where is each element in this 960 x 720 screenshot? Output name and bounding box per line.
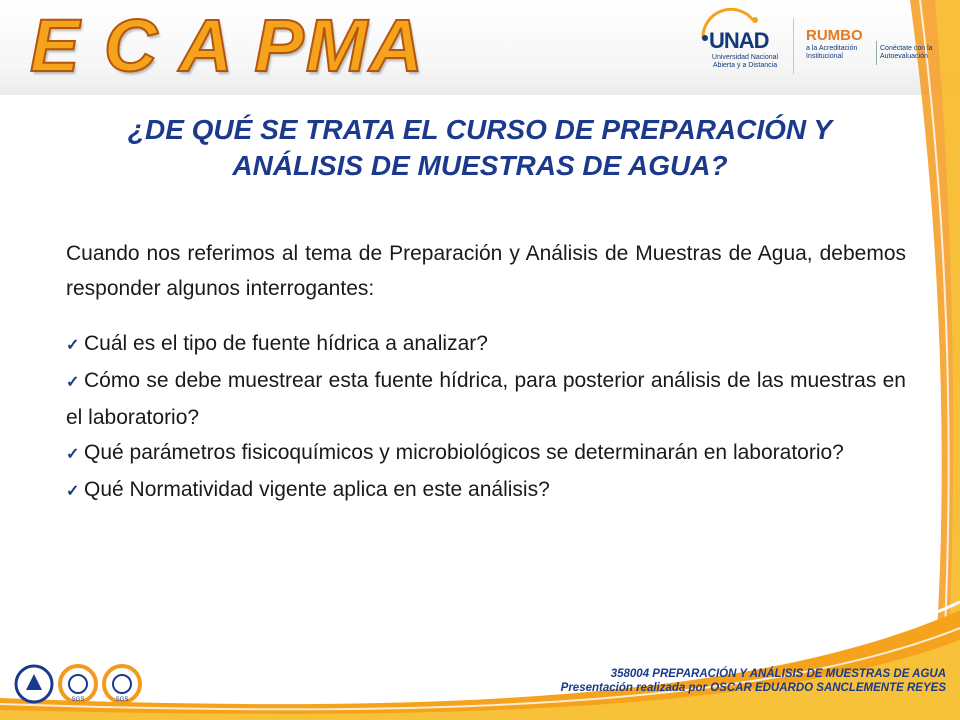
intro-paragraph: Cuando nos referimos al tema de Preparación y Análisis de Muestras de Agua, debemos responder algunos interrogantes: (66, 242, 906, 300)
rumbo-line4: Autoevaluación (880, 53, 928, 60)
unad-wordmark: UNAD (709, 28, 769, 53)
bullet-text: Cuál es el tipo de fuente hídrica a analizar? (84, 332, 488, 355)
bullet-text: Qué parámetros fisicoquímicos y microbiológicos se determinarán en laboratorio? (84, 441, 844, 464)
bullet-text: Qué Normatividad vigente aplica en este análisis? (84, 478, 550, 501)
checkmark-icon: ✓ (66, 337, 80, 354)
sgs-certification-icon (102, 664, 142, 704)
bullet-text: Cómo se debe muestrear esta fuente hídrica, para posterior análisis de las muestras en el laboratorio? (66, 369, 906, 429)
checkmark-icon: ✓ (66, 446, 80, 463)
svg-text:SGS: SGS (115, 697, 129, 703)
title-line1: ¿DE QUÉ SE TRATA EL CURSO DE PREPARACIÓN Y (127, 114, 833, 145)
rumbo-divider (876, 41, 877, 65)
footer-author: Presentación realizada por OSCAR EDUARDO SANCLEMENTE REYES (560, 682, 946, 694)
list-item (66, 472, 906, 509)
checkmark-icon: ✓ (66, 374, 80, 391)
unad-subtitle-line1: Universidad Nacional (711, 54, 779, 61)
bottom-swoosh-decoration (0, 580, 960, 720)
logo-divider (793, 18, 794, 74)
unad-subtitle-line2: Abierta y a Distancia (712, 62, 778, 69)
sgs-certification-icon (58, 664, 98, 704)
checkmark-icon: ✓ (66, 483, 80, 500)
svg-text:SGS: SGS (71, 697, 85, 703)
list-item (66, 435, 906, 472)
footer-logos (14, 664, 144, 708)
course-acronym: E C A PMA (30, 4, 425, 87)
title-line2: ANÁLISIS DE MUESTRAS DE AGUA? (232, 150, 728, 181)
footer-course: 358004 PREPARACIÓN Y ANÁLISIS DE MUESTRAS DE AGUA (610, 668, 946, 680)
rumbo-logo (800, 15, 950, 75)
slide-body (66, 236, 906, 509)
slide-title (20, 112, 940, 184)
colombia-seal-icon (14, 664, 54, 704)
list-item (66, 326, 906, 363)
list-item (66, 363, 906, 435)
rumbo-line1: a la Acreditación (806, 45, 858, 52)
rumbo-line3: Conéctate con la (880, 45, 933, 52)
unad-logo (693, 8, 788, 78)
footer-text (561, 667, 946, 695)
rumbo-wordmark: RUMBO (806, 27, 863, 44)
rumbo-text-right (880, 45, 950, 61)
rumbo-text-left (806, 45, 876, 61)
unad-subtitle (705, 54, 785, 70)
rumbo-line2: Institucional (806, 53, 843, 60)
